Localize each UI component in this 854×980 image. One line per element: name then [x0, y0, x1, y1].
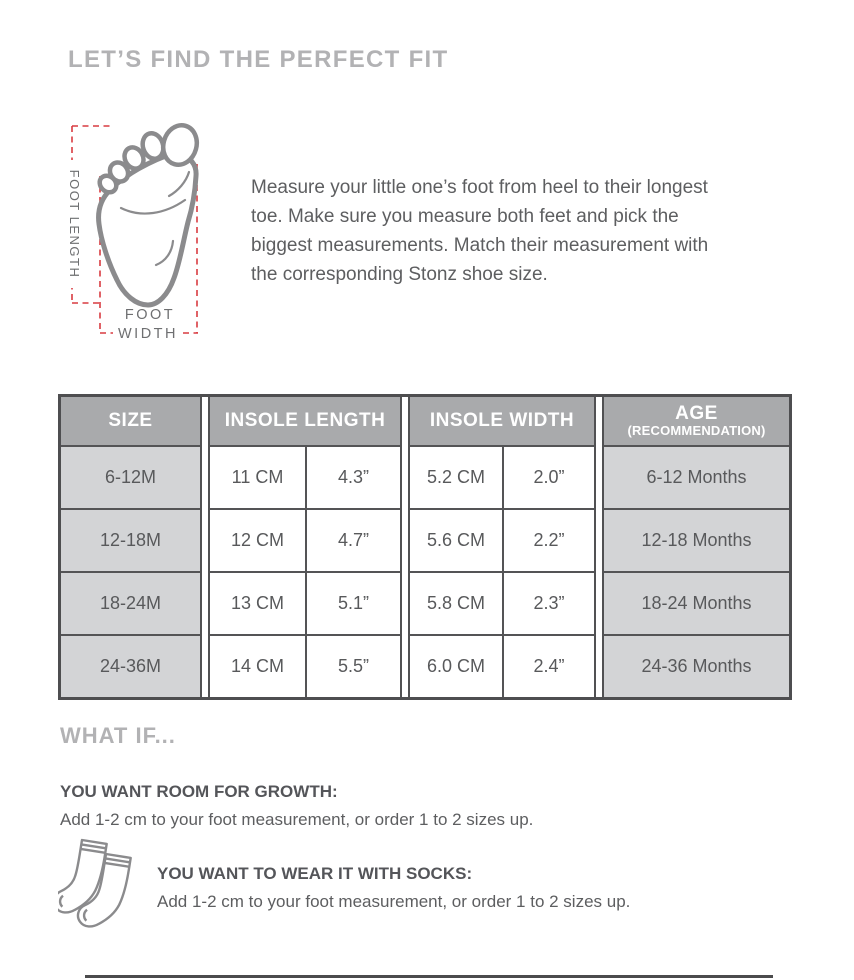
size-cell: 12-18M	[61, 508, 200, 571]
socks-tip-heading: YOU WANT TO WEAR IT WITH SOCKS:	[157, 864, 473, 883]
insole-width-cm-cell: 5.6 CM	[410, 508, 502, 571]
insole-width-column	[408, 397, 596, 697]
insole-length-cm-cell: 14 CM	[210, 634, 305, 697]
bottom-divider	[85, 975, 773, 978]
instructions-line: Measure your little one’s foot from heel to their longest	[251, 177, 708, 198]
insole-width-in-cell: 2.4”	[502, 634, 594, 697]
what-if-heading: WHAT IF...	[60, 723, 176, 748]
insole-width-in-cell: 2.0”	[502, 445, 594, 508]
age-header-line1: AGE	[675, 402, 718, 424]
age-header-line2: (RECOMMENDATION)	[627, 423, 766, 439]
instructions-line: biggest measurements. Match their measurement with	[251, 235, 709, 256]
growth-tip-heading: YOU WANT ROOM FOR GROWTH:	[60, 782, 338, 801]
size-chart-table	[58, 394, 792, 700]
insole-width-in-cell: 2.3”	[502, 571, 594, 634]
foot-outline	[96, 121, 201, 305]
size-column-header: SIZE	[61, 397, 200, 445]
growth-tip	[60, 781, 533, 832]
insole-length-in-cell: 5.5”	[305, 634, 400, 697]
insole-width-cm-cell: 5.8 CM	[410, 571, 502, 634]
age-cell: 6-12 Months	[604, 445, 789, 508]
insole-length-cm-cell: 11 CM	[210, 445, 305, 508]
age-column-header	[604, 397, 789, 445]
size-cell: 24-36M	[61, 634, 200, 697]
insole-length-cm-cell: 13 CM	[210, 571, 305, 634]
foot-diagram-icon	[57, 112, 242, 347]
insole-length-in-cell: 5.1”	[305, 571, 400, 634]
insole-length-cm-cell: 12 CM	[210, 508, 305, 571]
socks-tip	[157, 863, 630, 914]
socks-icon-wrap	[58, 834, 150, 940]
measuring-instructions	[251, 173, 708, 289]
age-cell: 18-24 Months	[604, 571, 789, 634]
insole-width-cm-cell: 6.0 CM	[410, 634, 502, 697]
insole-width-in-cell: 2.2”	[502, 508, 594, 571]
age-cell: 24-36 Months	[604, 634, 789, 697]
page-title: LET’S FIND THE PERFECT FIT	[68, 46, 449, 73]
socks-icon	[58, 834, 150, 940]
growth-tip-body: Add 1-2 cm to your foot measurement, or order 1 to 2 sizes up.	[60, 809, 534, 829]
foot-width-label-top: FOOT	[124, 307, 176, 323]
foot-measurement-diagram	[57, 112, 242, 347]
foot-width-label-bottom: WIDTH	[117, 326, 179, 342]
size-column	[61, 397, 202, 697]
instructions-line: the corresponding Stonz shoe size.	[251, 264, 548, 285]
socks-tip-body: Add 1-2 cm to your foot measurement, or order 1 to 2 sizes up.	[157, 891, 631, 911]
size-cell: 6-12M	[61, 445, 200, 508]
age-column	[602, 397, 789, 697]
insole-length-header: INSOLE LENGTH	[210, 397, 400, 445]
insole-length-column	[208, 397, 402, 697]
instructions-line: toe. Make sure you measure both feet and pick the	[251, 206, 679, 227]
insole-length-in-cell: 4.7”	[305, 508, 400, 571]
insole-length-in-cell: 4.3”	[305, 445, 400, 508]
size-cell: 18-24M	[61, 571, 200, 634]
insole-width-cm-cell: 5.2 CM	[410, 445, 502, 508]
insole-width-header: INSOLE WIDTH	[410, 397, 594, 445]
age-cell: 12-18 Months	[604, 508, 789, 571]
foot-length-label: FOOT LENGTH	[67, 169, 82, 279]
